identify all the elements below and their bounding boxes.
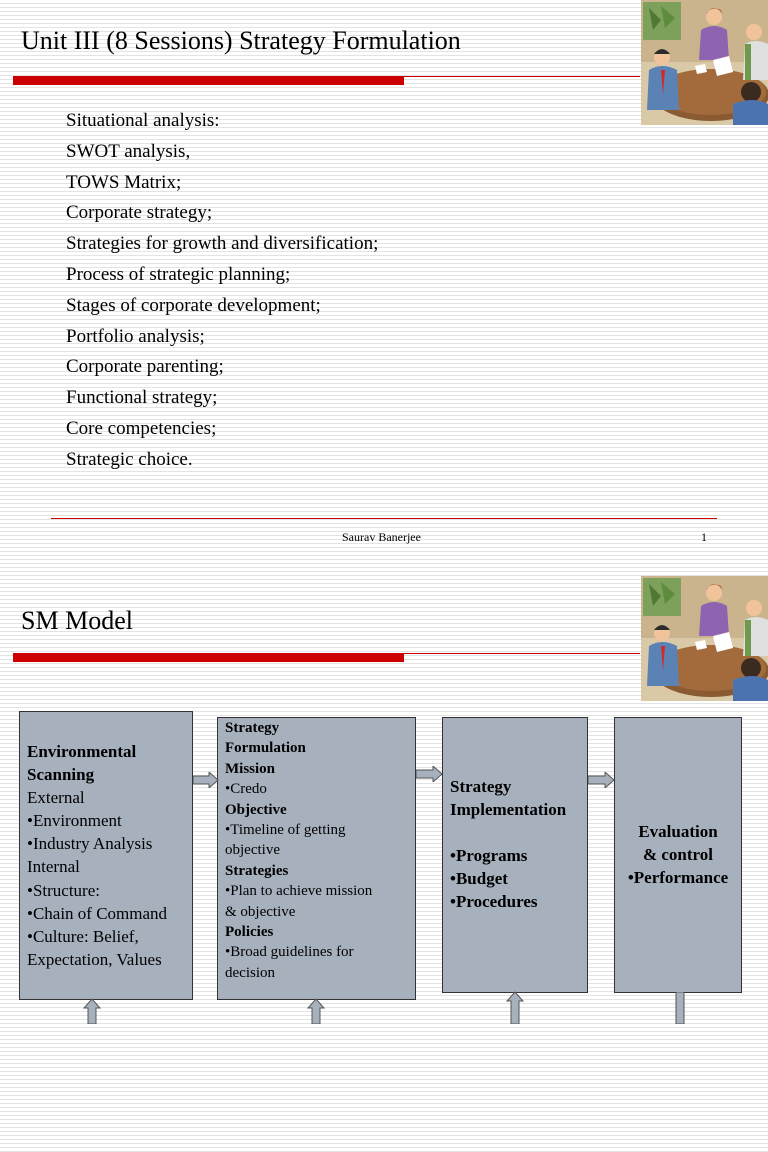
box-heading: Formulation [225,740,306,757]
title-accent-bar [13,653,404,662]
up-arrow-icon [83,998,101,1024]
box-line: Expectation, Values [27,949,162,969]
strategy-implementation-box [442,717,588,993]
section-heading: Policies [225,924,274,941]
footer-author: Saurav Banerjee [342,530,421,544]
spacer [450,821,587,844]
section-heading: Strategies [225,862,289,879]
box-heading: & control [642,845,714,864]
box-line: •Performance [627,868,729,887]
list-item: SWOT analysis, [66,140,191,162]
box-heading: Environmental [27,742,137,761]
box-line: •Budget [450,869,508,888]
section-heading: Mission [225,760,276,777]
list-item: Process of strategic planning; [66,263,291,285]
list-item: Strategies for growth and diversification; [66,233,379,255]
connector-icon [674,992,686,1024]
box-heading: Implementation [450,800,567,819]
page-number: 1 [701,530,707,544]
title-rule [404,76,640,77]
box-line: •Culture: Belief, [27,926,139,946]
box-line: •Procedures [450,892,538,911]
list-item: Core competencies; [66,417,217,439]
strategy-formulation-box [217,717,416,1000]
box-line: •Chain of Command [27,903,168,923]
box-line: External [27,788,85,808]
title-accent-bar [13,76,404,85]
right-arrow-icon [588,772,615,788]
slide-title: Unit III (8 Sessions) Strategy Formulation [21,26,461,55]
title-rule [404,653,640,654]
environmental-scanning-box [19,711,193,1000]
box-heading: Evaluation [638,822,718,841]
meeting-clipart-icon [641,576,768,701]
box-line: •Structure: [27,880,100,900]
box-heading: Scanning [27,765,95,785]
box-heading: Strategy [225,720,280,736]
box-line: •Plan to achieve mission [225,883,373,900]
slide-2 [0,576,768,1152]
right-arrow-icon [416,766,443,782]
list-item: Functional strategy; [66,387,218,409]
slide-title: SM Model [21,606,133,635]
meeting-clipart-icon [641,0,768,125]
box-line: decision [225,964,275,981]
up-arrow-icon [506,991,524,1024]
box-line: Internal [27,857,80,877]
list-item: Portfolio analysis; [66,325,205,347]
box-line: •Broad guidelines for [225,944,354,961]
box-line: •Industry Analysis [27,834,153,854]
list-item: Stages of corporate development; [66,294,321,316]
evaluation-control-box [614,717,742,993]
up-arrow-icon [307,998,325,1024]
list-item: Situational analysis: [66,110,220,131]
box-line: •Programs [450,846,528,865]
list-item: Strategic choice. [66,448,193,470]
section-heading: Objective [225,801,287,818]
box-line: •Environment [27,811,122,831]
right-arrow-icon [193,772,219,788]
list-item: Corporate strategy; [66,202,213,224]
box-line: objective [225,842,280,859]
box-line: •Credo [225,781,267,798]
list-item: TOWS Matrix; [66,171,182,193]
list-item: Corporate parenting; [66,356,224,378]
box-line: •Timeline of getting [225,822,346,839]
footer-rule [51,518,717,519]
box-heading: Strategy [450,777,512,796]
box-line: & objective [225,903,296,920]
topic-list [66,106,378,476]
